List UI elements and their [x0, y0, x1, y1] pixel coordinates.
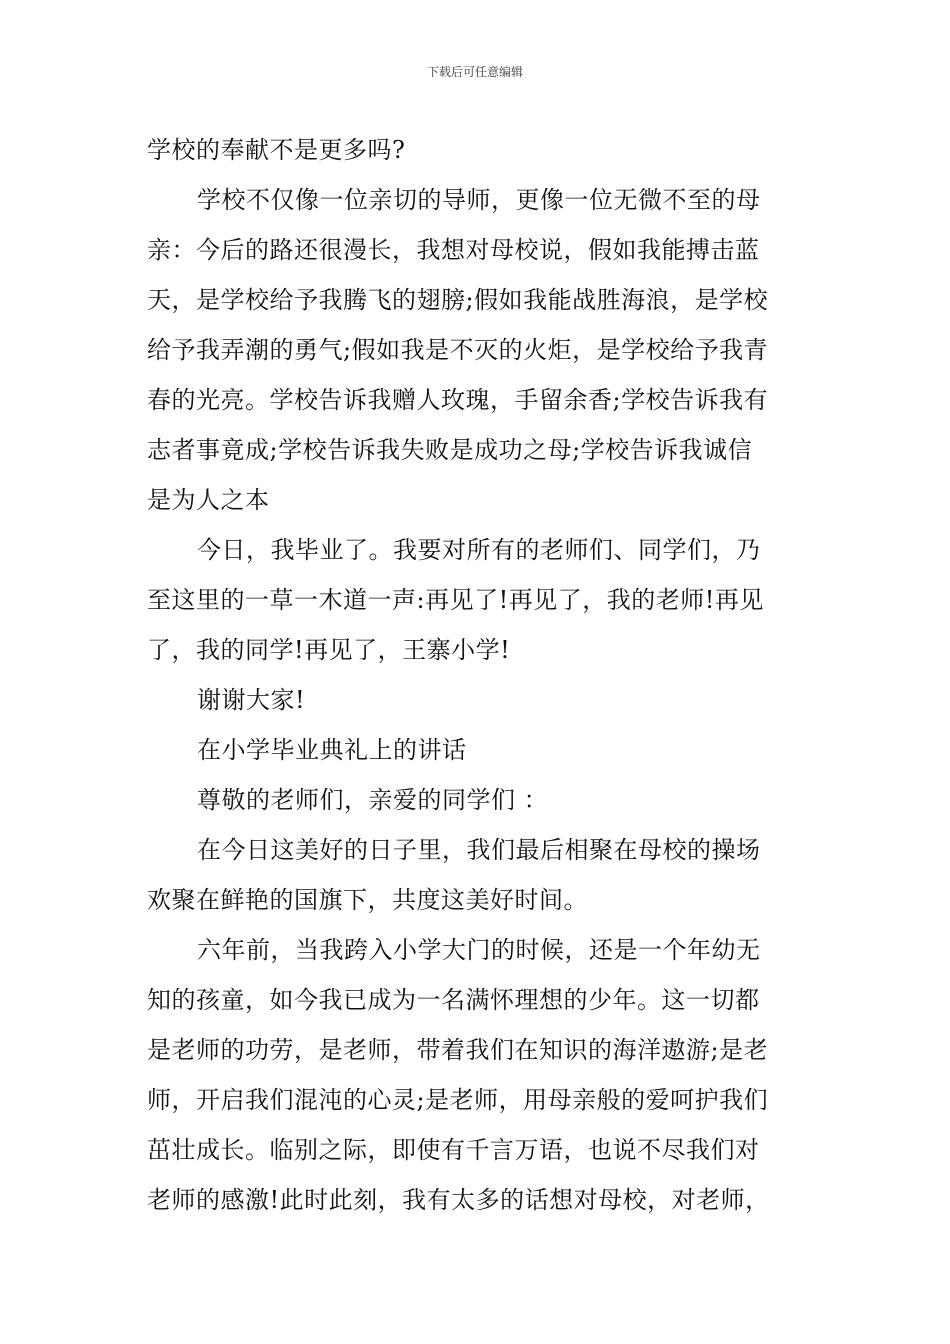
text-line: 天，是学校给予我腾飞的翅膀;假如我能战胜海浪，是学校	[147, 286, 769, 314]
section-title: 在小学毕业典礼上的讲话	[197, 736, 467, 764]
text-line: 茁壮成长。临别之际，即使有千言万语，也说不尽我们对	[147, 1136, 760, 1164]
text-line: 师，开启我们混沌的心灵;是老师，用母亲般的爱呵护我们	[147, 1086, 769, 1114]
page-header: 下载后可任意编辑	[426, 65, 523, 79]
text-line: 是为人之本	[147, 486, 270, 514]
text-line: 谢谢大家!	[197, 686, 306, 714]
text-line: 欢聚在鲜艳的国旗下，共度这美好时间。	[147, 886, 588, 914]
text-line: 学校不仅像一位亲切的导师，更像一位无微不至的母	[197, 186, 761, 214]
text-line: 给予我弄潮的勇气;假如我是不灭的火炬，是学校给予我青	[147, 336, 769, 364]
text-line: 至这里的一草一木道一声:再见了!再见了，我的老师!再见	[147, 586, 764, 614]
body-text	[147, 125, 807, 1225]
text-line: 志者事竟成;学校告诉我失败是成功之母;学校告诉我诚信	[147, 436, 753, 464]
text-line: 老师的感激!此时此刻，我有太多的话想对母校，对老师，	[147, 1186, 770, 1214]
text-line: 六年前，当我跨入小学大门的时候，还是一个年幼无	[197, 936, 761, 964]
text-line: 学校的奉献不是更多吗?	[147, 136, 406, 164]
text-line: 在今日这美好的日子里，我们最后相聚在母校的操场	[197, 836, 761, 864]
text-line: 是老师的功劳，是老师，带着我们在知识的海洋遨游;是老	[147, 1036, 769, 1064]
salutation: 尊敬的老师们，亲爱的同学们 ：	[197, 786, 549, 814]
text-line: 了，我的同学!再见了，王寨小学!	[147, 636, 511, 664]
text-line: 今日，我毕业了。我要对所有的老师们、同学们，乃	[197, 536, 761, 564]
text-line: 春的光亮。学校告诉我赠人玫瑰，手留余香;学校告诉我有	[147, 386, 769, 414]
text-line: 知的孩童，如今我已成为一名满怀理想的少年。这一切都	[147, 986, 760, 1014]
text-line: 亲：今后的路还很漫长，我想对母校说，假如我能搏击蓝	[147, 236, 760, 264]
